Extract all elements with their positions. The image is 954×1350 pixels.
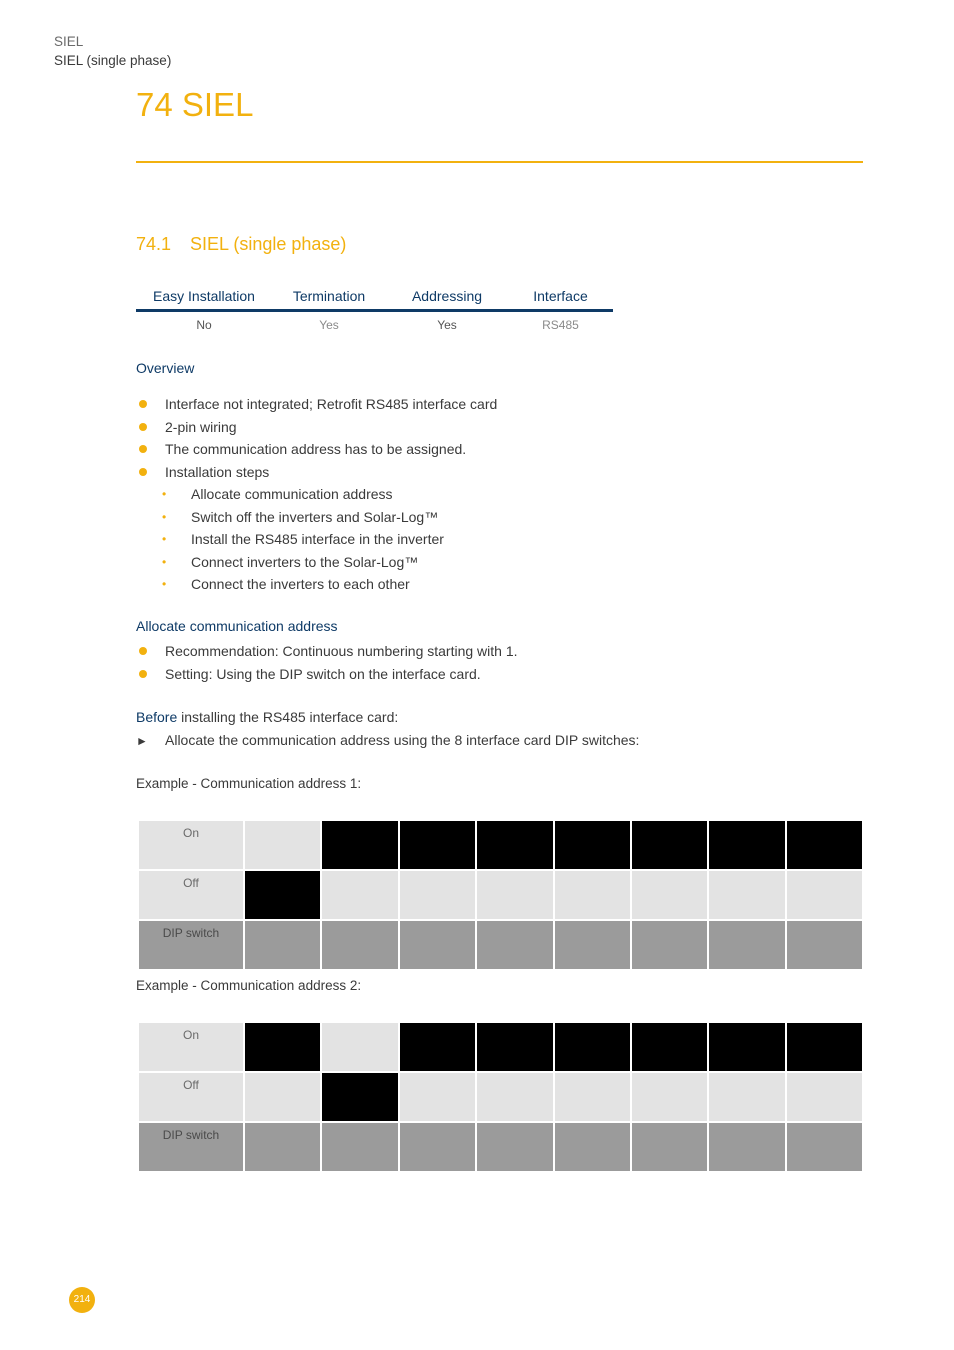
dip-row-on bbox=[138, 1022, 863, 1072]
section-number: 74.1 bbox=[136, 234, 172, 254]
dip-cell bbox=[244, 1022, 321, 1072]
before-paragraph bbox=[136, 709, 398, 725]
dip-row-switch bbox=[138, 1122, 863, 1172]
dip-switch-table-address-2 bbox=[137, 1021, 864, 1173]
dip-cell bbox=[476, 1072, 553, 1122]
feature-table bbox=[136, 286, 613, 338]
sub-list-item: • Connect inverters to the Solar-Log™ bbox=[136, 551, 497, 574]
dip-cell bbox=[631, 870, 708, 920]
dip-cell bbox=[244, 1072, 321, 1122]
dip-label-off: Off bbox=[138, 870, 244, 920]
instruction-step bbox=[136, 732, 639, 748]
dip-cell bbox=[554, 1022, 631, 1072]
dip-cell bbox=[708, 870, 785, 920]
dip-cell bbox=[244, 920, 321, 970]
dip-cell bbox=[786, 1122, 863, 1172]
feature-table-values bbox=[136, 312, 613, 338]
dip-cell bbox=[708, 1122, 785, 1172]
list-item: Setting: Using the DIP switch on the interface card. bbox=[136, 663, 518, 686]
dip-label-on: On bbox=[138, 820, 244, 870]
dip-cell bbox=[476, 870, 553, 920]
list-item: Recommendation: Continuous numbering starting with 1. bbox=[136, 640, 518, 663]
dip-cell bbox=[554, 1072, 631, 1122]
list-item: Interface not integrated; Retrofit RS485 interface card bbox=[136, 393, 497, 416]
example1-caption: Example - Communication address 1: bbox=[136, 776, 362, 791]
before-lead: Before bbox=[136, 709, 178, 725]
breadcrumb bbox=[54, 32, 171, 70]
header-addressing: Addressing bbox=[411, 288, 483, 304]
dip-cell bbox=[631, 920, 708, 970]
chapter-divider bbox=[136, 161, 863, 163]
dip-row-on bbox=[138, 820, 863, 870]
dip-cell bbox=[399, 1072, 476, 1122]
header-interface: Interface bbox=[533, 288, 588, 304]
dip-row-switch bbox=[138, 920, 863, 970]
section-name: SIEL (single phase) bbox=[190, 234, 347, 254]
example2-caption: Example - Communication address 2: bbox=[136, 978, 362, 993]
dip-cell bbox=[786, 1022, 863, 1072]
dip-cell bbox=[708, 820, 785, 870]
dip-cell bbox=[476, 1022, 553, 1072]
value-addressing: Yes bbox=[437, 318, 457, 332]
sub-list-item: • Connect the inverters to each other bbox=[136, 573, 497, 596]
allocate-list bbox=[136, 640, 518, 685]
dip-cell bbox=[708, 1072, 785, 1122]
dip-label-switch: DIP switch bbox=[138, 920, 244, 970]
dip-cell bbox=[321, 920, 398, 970]
dip-cell bbox=[554, 820, 631, 870]
breadcrumb-section: SIEL (single phase) bbox=[54, 53, 172, 68]
dip-cell bbox=[476, 820, 553, 870]
overview-heading: Overview bbox=[136, 360, 195, 376]
list-item: Installation steps bbox=[136, 461, 497, 484]
value-interface: RS485 bbox=[542, 318, 579, 332]
dip-cell bbox=[399, 1122, 476, 1172]
dip-cell bbox=[244, 1122, 321, 1172]
sub-list-item: • Install the RS485 interface in the inverter bbox=[136, 528, 497, 551]
section-title bbox=[136, 234, 346, 255]
dip-cell bbox=[631, 1072, 708, 1122]
dip-cell bbox=[321, 870, 398, 920]
sub-list-item: • Allocate communication address bbox=[136, 483, 497, 506]
sub-list-item: • Switch off the inverters and Solar-Log™ bbox=[136, 506, 497, 529]
dip-cell bbox=[321, 1122, 398, 1172]
list-item: 2-pin wiring bbox=[136, 416, 497, 439]
dip-cell bbox=[244, 870, 321, 920]
value-easy-installation: No bbox=[196, 318, 212, 332]
breadcrumb-chapter: SIEL bbox=[54, 34, 84, 49]
dip-cell bbox=[554, 920, 631, 970]
dip-cell bbox=[631, 820, 708, 870]
dip-row-off bbox=[138, 870, 863, 920]
list-item: The communication address has to be assigned. bbox=[136, 438, 497, 461]
arrow-icon: ► bbox=[136, 734, 148, 748]
instruction-text: Allocate the communication address using the 8 interface card DIP switches: bbox=[165, 732, 640, 748]
dip-cell bbox=[786, 820, 863, 870]
dip-cell bbox=[786, 1072, 863, 1122]
dip-cell bbox=[321, 1072, 398, 1122]
header-termination: Termination bbox=[292, 288, 366, 304]
dip-cell bbox=[399, 820, 476, 870]
dip-label-switch: DIP switch bbox=[138, 1122, 244, 1172]
dip-cell bbox=[321, 820, 398, 870]
chapter-title: 74 SIEL bbox=[136, 86, 254, 123]
dip-cell bbox=[399, 920, 476, 970]
feature-table-header bbox=[136, 286, 613, 312]
dip-cell bbox=[476, 1122, 553, 1172]
dip-cell bbox=[476, 920, 553, 970]
dip-switch-table-address-1 bbox=[137, 819, 864, 971]
dip-cell bbox=[708, 920, 785, 970]
value-termination: Yes bbox=[319, 318, 339, 332]
dip-row-off bbox=[138, 1072, 863, 1122]
dip-cell bbox=[786, 870, 863, 920]
dip-label-off: Off bbox=[138, 1072, 244, 1122]
dip-cell bbox=[399, 1022, 476, 1072]
dip-cell bbox=[399, 870, 476, 920]
dip-label-on: On bbox=[138, 1022, 244, 1072]
dip-cell bbox=[708, 1022, 785, 1072]
dip-cell bbox=[244, 820, 321, 870]
page-number: 214 bbox=[69, 1287, 95, 1313]
header-easy-installation: Easy Installation bbox=[153, 288, 255, 304]
dip-cell bbox=[554, 1122, 631, 1172]
before-rest: installing the RS485 interface card: bbox=[177, 709, 399, 725]
dip-cell bbox=[554, 870, 631, 920]
dip-cell bbox=[786, 920, 863, 970]
allocate-heading: Allocate communication address bbox=[136, 618, 338, 634]
dip-cell bbox=[631, 1022, 708, 1072]
overview-list bbox=[136, 393, 497, 596]
dip-cell bbox=[321, 1022, 398, 1072]
dip-cell bbox=[631, 1122, 708, 1172]
